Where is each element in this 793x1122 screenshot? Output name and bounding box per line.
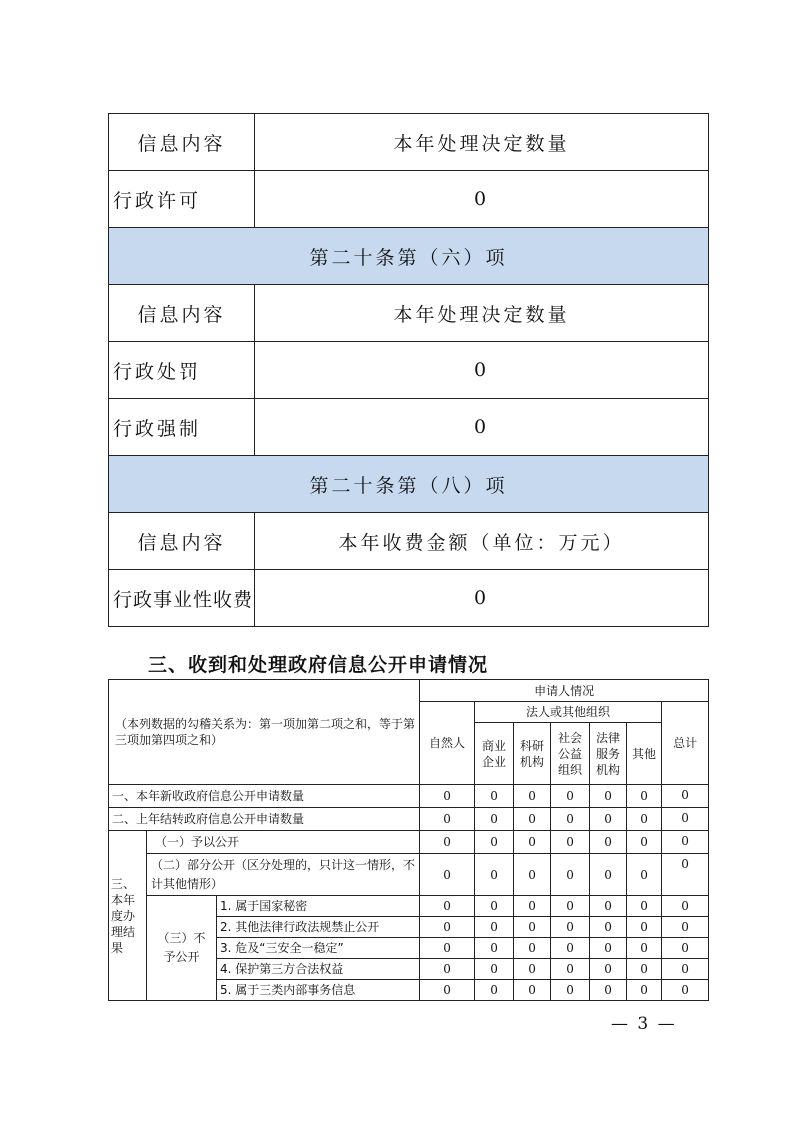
cell-business: 0 bbox=[475, 917, 514, 938]
application-stats-table bbox=[108, 679, 709, 1001]
cell-legal: 0 bbox=[590, 938, 627, 959]
cell-research: 0 bbox=[514, 854, 551, 896]
section-band-label: 第二十条第（六）项 bbox=[109, 228, 709, 285]
row-subgroup-label: （三）不予公开 bbox=[147, 896, 217, 1001]
cell-social: 0 bbox=[551, 831, 590, 854]
cell-business: 0 bbox=[475, 808, 514, 831]
cell-legal: 0 bbox=[590, 896, 627, 917]
cell-other: 0 bbox=[627, 785, 662, 808]
cell-social: 0 bbox=[551, 980, 590, 1001]
cell-total: 0 bbox=[662, 785, 709, 808]
row-label: 3. 危及“三安全一稳定” bbox=[217, 938, 420, 959]
cell-other: 0 bbox=[627, 980, 662, 1001]
table-header-row bbox=[109, 513, 709, 570]
header-label: 信息内容 bbox=[109, 114, 255, 171]
cell-total: 0 bbox=[662, 808, 709, 831]
table-row bbox=[109, 831, 709, 854]
row-label: 一、本年新收政府信息公开申请数量 bbox=[109, 785, 420, 808]
cell-natural: 0 bbox=[420, 854, 475, 896]
cell-total: 0 bbox=[662, 938, 709, 959]
cell-other: 0 bbox=[627, 959, 662, 980]
cell-research: 0 bbox=[514, 980, 551, 1001]
cell-natural: 0 bbox=[420, 959, 475, 980]
cell-legal: 0 bbox=[590, 854, 627, 896]
cell-legal: 0 bbox=[590, 808, 627, 831]
header-value: 本年处理决定数量 bbox=[255, 285, 709, 342]
cell-business: 0 bbox=[475, 896, 514, 917]
cell-other: 0 bbox=[627, 938, 662, 959]
cell-other: 0 bbox=[627, 917, 662, 938]
cell-natural: 0 bbox=[420, 980, 475, 1001]
cell-social: 0 bbox=[551, 938, 590, 959]
cell-natural: 0 bbox=[420, 938, 475, 959]
cell-business: 0 bbox=[475, 959, 514, 980]
cell-research: 0 bbox=[514, 917, 551, 938]
table-row bbox=[109, 896, 709, 917]
cell-business: 0 bbox=[475, 785, 514, 808]
cell-other: 0 bbox=[627, 808, 662, 831]
cell-other: 0 bbox=[627, 854, 662, 896]
col-legal: 法律服务机构 bbox=[590, 723, 627, 785]
col-total: 总计 bbox=[662, 702, 709, 785]
col-natural: 自然人 bbox=[420, 702, 475, 785]
row-label: （二）部分公开（区分处理的，只计这一情形，不计其他情形） bbox=[147, 854, 420, 896]
row-label: 行政许可 bbox=[109, 171, 255, 228]
header-label: 信息内容 bbox=[109, 513, 255, 570]
row-label: 行政强制 bbox=[109, 399, 255, 456]
row-label: 4. 保护第三方合法权益 bbox=[217, 959, 420, 980]
table-row bbox=[109, 171, 709, 228]
section-band-label: 第二十条第（八）项 bbox=[109, 456, 709, 513]
cell-legal: 0 bbox=[590, 831, 627, 854]
cell-other: 0 bbox=[627, 831, 662, 854]
col-research: 科研机构 bbox=[514, 723, 551, 785]
cell-total: 0 bbox=[662, 854, 709, 896]
row-label: 行政处罚 bbox=[109, 342, 255, 399]
table-header-row bbox=[109, 680, 709, 702]
table-row bbox=[109, 808, 709, 831]
row-label: 行政事业性收费 bbox=[109, 570, 255, 627]
table-row bbox=[109, 342, 709, 399]
cell-total: 0 bbox=[662, 831, 709, 854]
cell-research: 0 bbox=[514, 896, 551, 917]
cell-natural: 0 bbox=[420, 808, 475, 831]
col-other: 其他 bbox=[627, 723, 662, 785]
cell-legal: 0 bbox=[590, 959, 627, 980]
col-social: 社会公益组织 bbox=[551, 723, 590, 785]
cell-legal: 0 bbox=[590, 917, 627, 938]
cell-natural: 0 bbox=[420, 917, 475, 938]
cell-legal: 0 bbox=[590, 980, 627, 1001]
header-label: 信息内容 bbox=[109, 285, 255, 342]
cell-social: 0 bbox=[551, 785, 590, 808]
row-label: 二、上年结转政府信息公开申请数量 bbox=[109, 808, 420, 831]
cell-social: 0 bbox=[551, 896, 590, 917]
row-label: 2. 其他法律行政法规禁止公开 bbox=[217, 917, 420, 938]
row-group-label: 三、本年度办理结果 bbox=[109, 831, 147, 1001]
table-row bbox=[109, 854, 709, 896]
cell-social: 0 bbox=[551, 959, 590, 980]
cell-natural: 0 bbox=[420, 896, 475, 917]
cell-research: 0 bbox=[514, 938, 551, 959]
decision-count-table bbox=[108, 113, 709, 627]
cell-research: 0 bbox=[514, 831, 551, 854]
page-number: — 3 — bbox=[611, 1014, 677, 1034]
org-header: 法人或其他组织 bbox=[475, 702, 662, 723]
cell-total: 0 bbox=[662, 896, 709, 917]
table-header-row bbox=[109, 285, 709, 342]
row-value: 0 bbox=[255, 342, 709, 399]
cell-total: 0 bbox=[662, 917, 709, 938]
cell-total: 0 bbox=[662, 980, 709, 1001]
cell-total: 0 bbox=[662, 959, 709, 980]
cell-natural: 0 bbox=[420, 831, 475, 854]
row-label: （一）予以公开 bbox=[147, 831, 420, 854]
section-band bbox=[109, 456, 709, 513]
cell-social: 0 bbox=[551, 808, 590, 831]
row-value: 0 bbox=[255, 570, 709, 627]
table-note: （本列数据的勾稽关系为：第一项加第二项之和，等于第三项加第四项之和） bbox=[109, 680, 420, 785]
applicant-header: 申请人情况 bbox=[420, 680, 709, 702]
row-label: 5. 属于三类内部事务信息 bbox=[217, 980, 420, 1001]
cell-business: 0 bbox=[475, 980, 514, 1001]
header-value: 本年收费金额（单位：万元） bbox=[255, 513, 709, 570]
row-label: 1. 属于国家秘密 bbox=[217, 896, 420, 917]
cell-social: 0 bbox=[551, 917, 590, 938]
cell-natural: 0 bbox=[420, 785, 475, 808]
cell-business: 0 bbox=[475, 831, 514, 854]
row-value: 0 bbox=[255, 171, 709, 228]
cell-research: 0 bbox=[514, 808, 551, 831]
table-row bbox=[109, 399, 709, 456]
section-band bbox=[109, 228, 709, 285]
col-business: 商业企业 bbox=[475, 723, 514, 785]
cell-research: 0 bbox=[514, 785, 551, 808]
cell-legal: 0 bbox=[590, 785, 627, 808]
cell-research: 0 bbox=[514, 959, 551, 980]
section-title: 三、收到和处理政府信息公开申请情况 bbox=[148, 654, 489, 676]
row-value: 0 bbox=[255, 399, 709, 456]
table-row bbox=[109, 570, 709, 627]
cell-business: 0 bbox=[475, 938, 514, 959]
header-value: 本年处理决定数量 bbox=[255, 114, 709, 171]
cell-business: 0 bbox=[475, 854, 514, 896]
table-header-row bbox=[109, 114, 709, 171]
cell-social: 0 bbox=[551, 854, 590, 896]
table-row bbox=[109, 785, 709, 808]
cell-other: 0 bbox=[627, 896, 662, 917]
